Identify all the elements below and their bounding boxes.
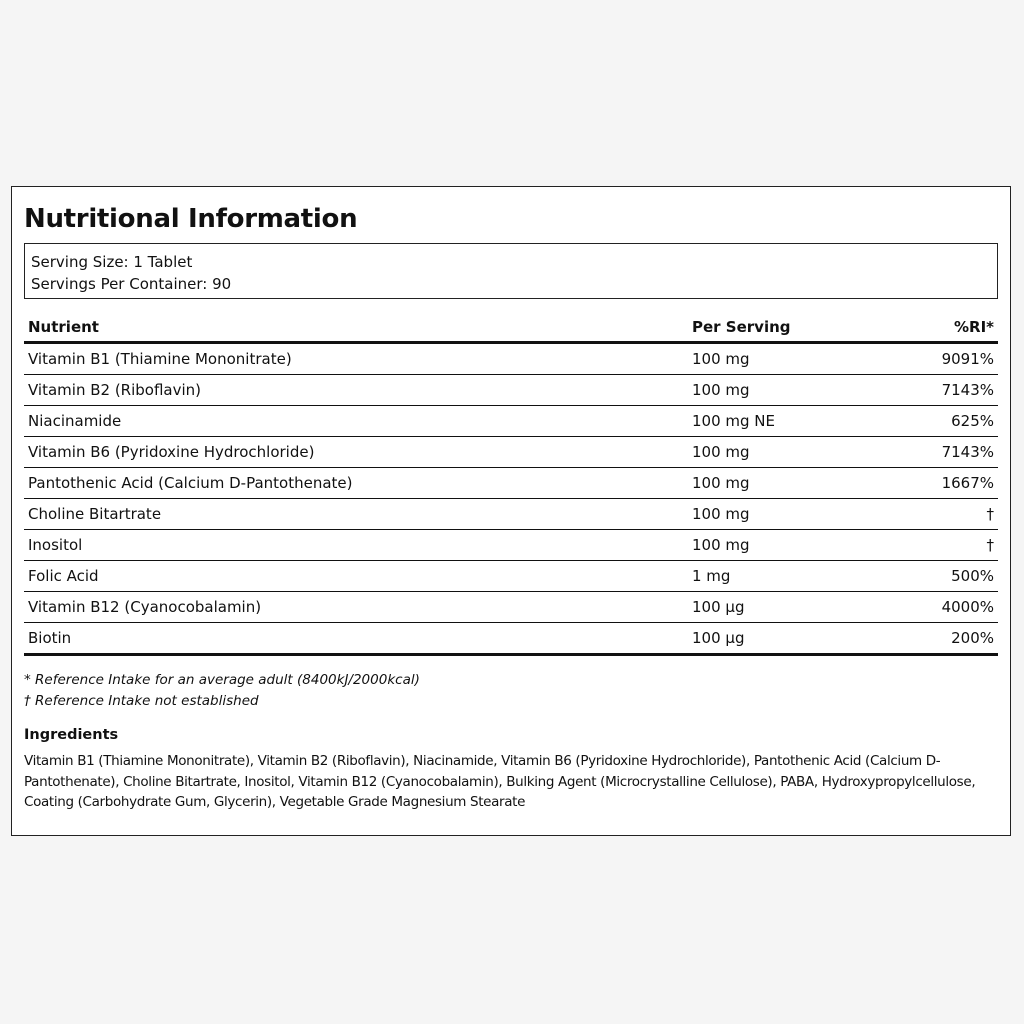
nutrient-table bbox=[24, 313, 998, 656]
nutrient-ri: 500% bbox=[896, 561, 998, 592]
nutrient-name: Vitamin B1 (Thiamine Mononitrate) bbox=[24, 343, 688, 375]
ingredients-heading: Ingredients bbox=[24, 727, 119, 743]
header-per-serving: Per Serving bbox=[688, 313, 896, 343]
nutrient-name: Folic Acid bbox=[24, 561, 688, 592]
servings-per-container: Servings Per Container: 90 bbox=[31, 275, 232, 293]
nutrient-amount: 100 mg NE bbox=[688, 406, 896, 437]
nutrient-name: Inositol bbox=[24, 530, 688, 561]
table-row bbox=[24, 468, 998, 499]
ingredients-text: Vitamin B1 (Thiamine Mononitrate), Vitamin B2 (Riboflavin), Niacinamide, Vitamin B6 (Pyridoxine Hydrochloride), Pantothenic Acid (Calcium D-Pantothenate), Choline Bitartrate, Inositol, Vitamin B12 (Cyanocobalamin), Bulking Agent (Microcrystalline Cellulose), PABA, Hydroxypropylcellulose, Coating (Carbohydrate Gum, Glycerin), Vegetable Grade Magnesium Stearate bbox=[24, 753, 976, 810]
ri-footnote: * Reference Intake for an average adult (8400kJ/2000kcal) bbox=[24, 672, 420, 688]
nutrient-name: Vitamin B6 (Pyridoxine Hydrochloride) bbox=[24, 437, 688, 468]
nutrient-name: Vitamin B12 (Cyanocobalamin) bbox=[24, 592, 688, 623]
table-header-row bbox=[24, 313, 998, 343]
nutrient-name: Pantothenic Acid (Calcium D-Pantothenate) bbox=[24, 468, 688, 499]
table-row bbox=[24, 375, 998, 406]
table-row bbox=[24, 343, 998, 375]
table-row bbox=[24, 530, 998, 561]
serving-info-box bbox=[24, 243, 998, 299]
nutrient-ri: 9091% bbox=[896, 343, 998, 375]
nutrient-amount: 100 mg bbox=[688, 437, 896, 468]
nutrient-ri: 7143% bbox=[896, 437, 998, 468]
nutrient-amount: 100 µg bbox=[688, 592, 896, 623]
table-row bbox=[24, 561, 998, 592]
nutrient-ri: † bbox=[896, 530, 998, 561]
table-row bbox=[24, 406, 998, 437]
nutrient-name: Choline Bitartrate bbox=[24, 499, 688, 530]
nutrient-ri: 7143% bbox=[896, 375, 998, 406]
nutrient-name: Niacinamide bbox=[24, 406, 688, 437]
table-row bbox=[24, 592, 998, 623]
nutrient-ri: † bbox=[896, 499, 998, 530]
nutrient-ri: 625% bbox=[896, 406, 998, 437]
dagger-footnote: † Reference Intake not established bbox=[24, 693, 259, 709]
table-row bbox=[24, 499, 998, 530]
nutrient-ri: 200% bbox=[896, 623, 998, 655]
nutrient-amount: 100 µg bbox=[688, 623, 896, 655]
nutrient-amount: 100 mg bbox=[688, 343, 896, 375]
nutrient-amount: 100 mg bbox=[688, 468, 896, 499]
nutrient-amount: 100 mg bbox=[688, 499, 896, 530]
nutrient-amount: 1 mg bbox=[688, 561, 896, 592]
serving-size: Serving Size: 1 Tablet bbox=[31, 253, 193, 271]
footnotes bbox=[24, 670, 998, 712]
nutrition-panel bbox=[11, 186, 1011, 836]
table-row bbox=[24, 437, 998, 468]
nutrition-title: Nutritional Information bbox=[24, 204, 358, 234]
nutrient-amount: 100 mg bbox=[688, 530, 896, 561]
nutrient-name: Biotin bbox=[24, 623, 688, 655]
table-row bbox=[24, 623, 998, 655]
nutrient-amount: 100 mg bbox=[688, 375, 896, 406]
nutrient-name: Vitamin B2 (Riboflavin) bbox=[24, 375, 688, 406]
nutrient-ri: 4000% bbox=[896, 592, 998, 623]
nutrient-ri: 1667% bbox=[896, 468, 998, 499]
header-nutrient: Nutrient bbox=[24, 313, 688, 343]
header-ri: %RI* bbox=[896, 313, 998, 343]
